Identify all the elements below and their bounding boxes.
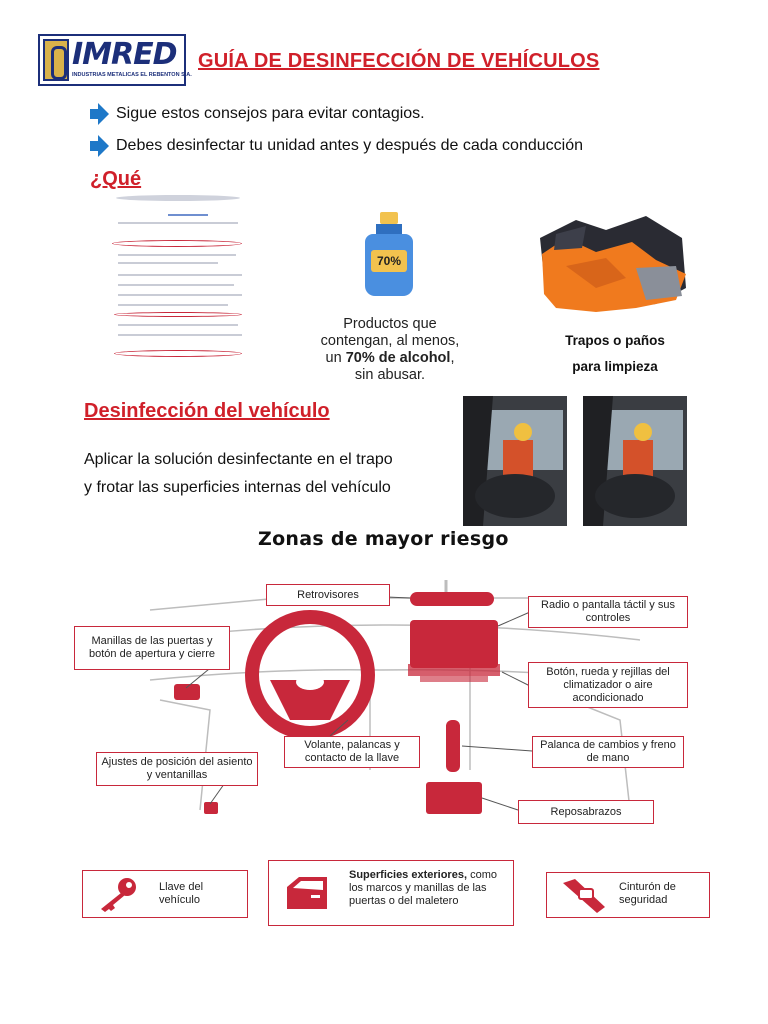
callout-volante: Volante, palancas y contacto de la llave bbox=[284, 736, 420, 768]
car-door-icon bbox=[285, 875, 329, 911]
caption-line: Productos que bbox=[343, 316, 437, 332]
card-superficies-rest: como los marcos y manillas de las puertas o del maletero bbox=[349, 869, 497, 907]
gear-lever-icon bbox=[446, 720, 460, 772]
rags-image bbox=[536, 208, 690, 314]
caption-line: un 70% de alcohol, bbox=[325, 350, 455, 366]
door-handle-icon bbox=[174, 684, 200, 700]
card-superficies-text bbox=[349, 869, 509, 908]
seatbelt-icon bbox=[561, 877, 607, 915]
card-superficies-bold: Superficies exteriores, bbox=[349, 869, 468, 881]
logo-name: IMRED bbox=[72, 37, 177, 72]
product-caption bbox=[300, 316, 480, 384]
caption-line: sin abusar. bbox=[354, 367, 426, 383]
bullet-item bbox=[88, 134, 583, 158]
bottle-icon bbox=[365, 234, 413, 296]
card-llave bbox=[82, 870, 248, 918]
que-heading: ¿Qué bbox=[90, 168, 142, 190]
card-superficies bbox=[268, 860, 514, 926]
callout-reposabrazos: Reposabrazos bbox=[518, 800, 654, 824]
card-cinturon bbox=[546, 872, 710, 918]
bullet-item bbox=[88, 102, 425, 126]
mirror-icon bbox=[410, 592, 494, 606]
callout-climatizador: Botón, rueda y rejillas del climatizador o aire acondicionado bbox=[528, 662, 688, 708]
screen-icon bbox=[410, 620, 498, 668]
bottle-cap bbox=[380, 212, 398, 224]
bottle-label: 70% bbox=[371, 250, 407, 272]
car-interior-photo bbox=[583, 396, 687, 526]
body-line: Aplicar la solución desinfectante en el trapo bbox=[84, 451, 393, 468]
callout-retrovisores: Retrovisores bbox=[266, 584, 390, 606]
zones-title: Zonas de mayor riesgo bbox=[258, 528, 509, 550]
key-icon bbox=[95, 877, 139, 913]
rags-caption bbox=[540, 328, 690, 380]
caption-line: contengan, al menos, bbox=[320, 333, 460, 349]
section-body bbox=[84, 446, 454, 502]
callout-palanca: Palanca de cambios y freno de mano bbox=[532, 736, 684, 768]
arrow-right-icon bbox=[88, 134, 110, 158]
bullet-text: Debes desinfectar tu unidad antes y después de cada conducción bbox=[116, 137, 583, 154]
armrest-icon bbox=[426, 782, 482, 814]
document-thumbnail bbox=[108, 190, 246, 360]
callout-ajustes: Ajustes de posición del asiento y ventanillas bbox=[96, 752, 258, 786]
bullet-text: Sigue estos consejos para evitar contagios. bbox=[116, 105, 425, 122]
car-interior-photo bbox=[463, 396, 567, 526]
callout-manillas: Manillas de las puertas y botón de apertura y cierre bbox=[74, 626, 230, 670]
caption-line: Trapos o paños bbox=[565, 333, 665, 348]
logo-subtitle: INDUSTRIAS METALICAS EL REBENTON S.A. bbox=[72, 72, 192, 78]
body-line: y frotar las superficies internas del vehículo bbox=[84, 479, 391, 496]
logo-mark-icon bbox=[43, 39, 69, 81]
arrow-right-icon bbox=[88, 102, 110, 126]
card-cinturon-text: Cinturón de seguridad bbox=[619, 881, 676, 906]
caption-line: para limpieza bbox=[572, 359, 658, 374]
bottle-neck bbox=[376, 224, 402, 234]
card-llave-text: Llave del vehículo bbox=[159, 881, 204, 906]
company-logo bbox=[38, 34, 192, 86]
page-title: GUÍA DE DESINFECCIÓN DE VEHÍCULOS bbox=[198, 50, 600, 72]
callout-radio: Radio o pantalla táctil y sus controles bbox=[528, 596, 688, 628]
seat-adjust-icon bbox=[204, 802, 218, 814]
section-heading: Desinfección del vehículo bbox=[84, 400, 330, 422]
